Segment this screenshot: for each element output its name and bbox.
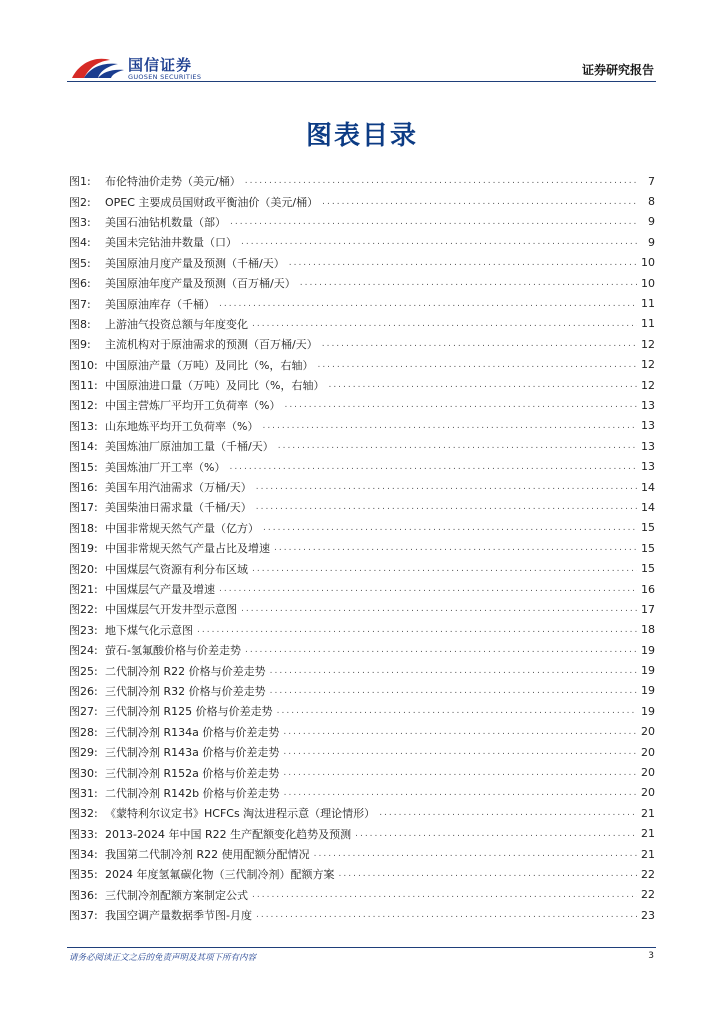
toc-entry-leader [270,666,637,676]
toc-entry-label: 图24: [69,644,98,658]
toc-entry-title: 三代制冷剂 R125 价格与价差走势 [105,705,273,719]
toc-entry-label: 图36: [69,888,98,902]
footer-divider [67,947,656,948]
toc-entry-title: 山东地炼平均开工负荷率（%） [105,419,259,433]
toc-entry-leader [274,543,637,553]
toc-entry[interactable] [69,864,655,884]
toc-entry[interactable] [69,579,655,599]
toc-entry[interactable] [69,620,655,640]
toc-entry-leader [252,564,637,574]
toc-entry[interactable] [69,212,655,232]
toc-entry-page: 20 [641,745,655,759]
toc-entry-leader [263,523,637,533]
toc-entry-page: 8 [648,195,655,209]
toc-entry-title: 我国第二代制冷剂 R22 使用配额分配情况 [105,848,310,862]
toc-entry[interactable] [69,334,655,354]
toc-entry-leader [284,788,637,798]
toc-entry-title: 中国非常规天然气产量（亿方） [105,521,259,535]
toc-entry[interactable] [69,538,655,558]
toc-entry-title: 美国原油月度产量及预测（千桶/天） [105,256,285,270]
toc-entry[interactable] [69,436,655,456]
toc-entry-label: 图25: [69,664,98,678]
toc-entry-leader [270,686,637,696]
toc-entry[interactable] [69,518,655,538]
toc-entry-leader [283,727,637,737]
toc-entry[interactable] [69,293,655,313]
toc-entry[interactable] [69,171,655,191]
toc-entry-page: 11 [641,297,655,311]
toc-entry-title: 美国原油库存（千桶） [105,297,215,311]
toc-entry-label: 图35: [69,868,98,882]
toc-entry-page: 16 [641,582,655,596]
toc-entry[interactable] [69,416,655,436]
toc-entry-leader [283,747,637,757]
toc-entry-label: 图19: [69,542,98,556]
toc-entry-title: 三代制冷剂 R134a 价格与价差走势 [105,725,280,739]
toc-entry-page: 12 [641,337,655,351]
toc-entry-title: 2024 年度氢氟碳化物（三代制冷剂）配额方案 [105,868,335,882]
toc-entry-title: 三代制冷剂配额方案制定公式 [105,888,248,902]
toc-entry-page: 15 [641,521,655,535]
toc-entry-title: 地下煤气化示意图 [105,623,193,637]
toc-entry-leader [355,829,637,839]
toc-entry-label: 图21: [69,583,98,596]
toc-entry-label: 图32: [69,807,98,821]
page-header [0,0,724,84]
toc-entry-title: 中国煤层气资源有利分布区域 [105,562,248,576]
toc-entry-label: 图6: [69,277,91,291]
toc-entry[interactable] [69,477,655,497]
toc-entry-title: 中国原油进口量（万吨）及同比（%，右轴） [105,379,325,393]
toc-entry-title: 美国炼油厂原油加工量（千桶/天） [105,440,274,454]
toc-entry-leader [289,258,637,268]
toc-entry-page: 21 [641,806,655,820]
table-of-figures [69,171,655,925]
toc-entry-page: 14 [641,500,655,514]
toc-entry[interactable] [69,640,655,660]
toc-entry-leader [278,441,637,451]
toc-entry-leader [256,910,637,920]
toc-entry[interactable] [69,395,655,415]
toc-entry-title: 美国原油年度产量及预测（百万桶/天） [105,277,296,291]
toc-entry-title: 美国车用汽油需求（万桶/天） [105,481,252,495]
toc-entry-label: 图27: [69,705,98,719]
toc-entry-page: 19 [641,664,655,678]
toc-entry-label: 图11: [69,379,98,393]
toc-entry-leader [328,380,637,390]
toc-entry-title: OPEC 主要成员国财政平衡油价（美元/桶） [105,195,319,209]
toc-entry-title: 美国石油钻机数量（部） [105,215,226,229]
toc-entry[interactable] [69,599,655,619]
toc-entry-label: 图29: [69,746,98,760]
toc-entry-leader [262,421,637,431]
toc-entry-leader [241,604,637,614]
toc-entry[interactable] [69,375,655,395]
toc-entry-page: 7 [648,174,655,188]
toc-entry-leader [252,890,637,900]
toc-entry-label: 图12: [69,399,98,413]
toc-entry-title: 布伦特油价走势（美元/桶） [105,175,241,189]
toc-entry-title: 中国主营炼厂平均开工负荷率（%） [105,399,281,413]
toc-entry-page: 21 [641,847,655,861]
toc-entry-page: 13 [641,460,655,474]
toc-entry[interactable] [69,885,655,905]
toc-entry-leader [379,808,637,818]
toc-entry-page: 19 [641,643,655,657]
toc-entry-page: 13 [641,439,655,453]
toc-entry[interactable] [69,660,655,680]
toc-entry-page: 15 [641,541,655,555]
toc-entry-label: 图14: [69,440,98,454]
toc-entry-title: 美国未完钻油井数量（口） [105,236,237,250]
toc-entry-label: 图7: [69,297,91,311]
toc-entry-label: 图28: [69,725,98,739]
toc-entry[interactable] [69,497,655,517]
toc-entry-title: 二代制冷剂 R22 价格与价差走势 [105,664,266,678]
toc-entry[interactable] [69,742,655,762]
toc-entry-leader [322,197,639,207]
toc-entry-page: 11 [641,317,655,331]
toc-entry-page: 22 [641,867,655,881]
toc-entry-page: 13 [641,419,655,433]
toc-entry-page: 10 [641,276,655,290]
toc-entry-label: 图8: [69,317,91,331]
toc-entry[interactable] [69,253,655,273]
toc-entry-label: 图15: [69,460,98,474]
toc-entry[interactable] [69,844,655,864]
toc-entry-label: 图3: [69,215,91,229]
toc-entry-title: 三代制冷剂 R32 价格与价差走势 [105,684,266,698]
logo-mark-icon [70,52,126,82]
toc-entry-leader [229,462,637,472]
toc-entry-label: 图26: [69,684,98,698]
toc-entry-title: 美国柴油日需求量（千桶/天） [105,501,252,515]
toc-entry-label: 图22: [69,603,98,617]
toc-entry[interactable] [69,681,655,701]
logo-chinese-name: 国信证券 [128,56,193,74]
toc-entry-leader [283,768,637,778]
toc-entry-page: 9 [648,235,655,249]
toc-entry[interactable] [69,762,655,782]
toc-entry-label: 图33: [69,827,98,841]
toc-entry[interactable] [69,722,655,742]
page-title: 图表目录 [305,121,418,151]
toc-entry-title: 2013-2024 年中国 R22 生产配额变化趋势及预测 [105,827,352,841]
toc-entry-leader [241,237,639,247]
toc-entry[interactable] [69,824,655,844]
toc-entry-label: 图18: [69,521,98,535]
toc-entry-leader [322,339,637,349]
toc-entry-title: 《蒙特利尔议定书》HCFCs 淘汰进程示意（理论情形） [105,807,376,821]
toc-entry-leader [230,217,639,227]
toc-entry-title: 主流机构对于原油需求的预测（百万桶/天） [105,338,318,352]
toc-entry-label: 图31: [69,786,98,800]
toc-entry[interactable] [69,314,655,334]
toc-entry-leader [317,360,637,370]
toc-entry[interactable] [69,701,655,721]
toc-entry[interactable] [69,273,655,293]
toc-entry-title: 中国非常规天然气产量占比及增速 [105,542,270,556]
toc-entry-leader [277,706,637,716]
toc-entry[interactable] [69,783,655,803]
toc-entry-leader [219,584,637,594]
toc-entry-page: 21 [641,827,655,841]
toc-entry-title: 萤石-氢氟酸价格与价差走势 [105,644,241,658]
toc-entry-page: 20 [641,725,655,739]
toc-entry-leader [314,849,637,859]
toc-entry[interactable] [69,803,655,823]
toc-entry-label: 图10: [69,358,98,372]
toc-entry-title: 三代制冷剂 R143a 价格与价差走势 [105,746,280,760]
toc-entry[interactable] [69,191,655,211]
toc-entry-leader [245,645,637,655]
toc-entry-page: 15 [641,562,655,576]
toc-entry-leader [300,278,637,288]
toc-entry-title: 中国煤层气开发井型示意图 [105,603,237,617]
toc-entry-page: 23 [641,908,655,922]
toc-entry-leader [245,176,639,186]
toc-entry-page: 18 [641,623,655,637]
toc-entry-page: 17 [641,602,655,616]
toc-entry-title: 二代制冷剂 R142b 价格与价差走势 [105,786,280,800]
toc-entry-title: 上游油气投资总额与年度变化 [105,317,248,331]
toc-entry-leader [219,299,637,309]
toc-entry-label: 图34: [69,848,98,862]
toc-entry-title: 美国炼油厂开工率（%） [105,460,226,474]
toc-entry[interactable] [69,456,655,476]
toc-entry-label: 图16: [69,481,98,495]
toc-entry-label: 图37: [69,909,98,923]
toc-entry-label: 图23: [69,623,98,637]
toc-entry-label: 图4: [69,236,91,250]
toc-entry-label: 图2: [69,195,91,209]
toc-entry-title: 我国空调产量数据季节图-月度 [105,909,252,923]
toc-entry-label: 图13: [69,419,98,433]
toc-entry-page: 19 [641,704,655,718]
disclaimer-note: 请务必阅读正文之后的免责声明及其项下所有内容 [69,953,257,963]
toc-entry-leader [252,319,637,329]
toc-entry-page: 9 [648,215,655,229]
toc-entry-label: 图20: [69,562,98,576]
toc-entry-title: 三代制冷剂 R152a 价格与价差走势 [105,766,280,780]
toc-entry-label: 图1: [69,175,91,189]
toc-entry-leader [284,400,637,410]
toc-entry-page: 20 [641,786,655,800]
report-type-label: 证券研究报告 [581,63,654,77]
toc-entry[interactable] [69,232,655,252]
toc-entry-label: 图17: [69,501,98,515]
toc-entry-page: 13 [641,398,655,412]
page-number: 3 [648,951,654,961]
toc-entry-page: 20 [641,766,655,780]
toc-entry-page: 22 [641,888,655,902]
toc-entry-title: 中国原油产量（万吨）及同比（%，右轴） [105,358,314,372]
toc-entry-page: 14 [641,480,655,494]
toc-entry[interactable] [69,558,655,578]
toc-entry-page: 10 [641,256,655,270]
company-logo [70,52,220,82]
toc-entry-page: 12 [641,358,655,372]
toc-entry-leader [256,482,637,492]
header-divider [67,81,656,82]
toc-entry-title: 中国煤层气产量及增速 [105,583,215,596]
toc-entry-page: 19 [641,684,655,698]
toc-entry-label: 图30: [69,766,98,780]
toc-entry-page: 12 [641,378,655,392]
toc-entry-leader [339,869,638,879]
toc-entry-leader [197,625,637,635]
toc-entry[interactable] [69,905,655,925]
logo-english-name: GUOSEN SECURITIES [128,73,202,81]
toc-entry-label: 图5: [69,256,91,270]
toc-entry-leader [256,502,637,512]
toc-entry-label: 图9: [69,338,91,352]
toc-entry[interactable] [69,355,655,375]
